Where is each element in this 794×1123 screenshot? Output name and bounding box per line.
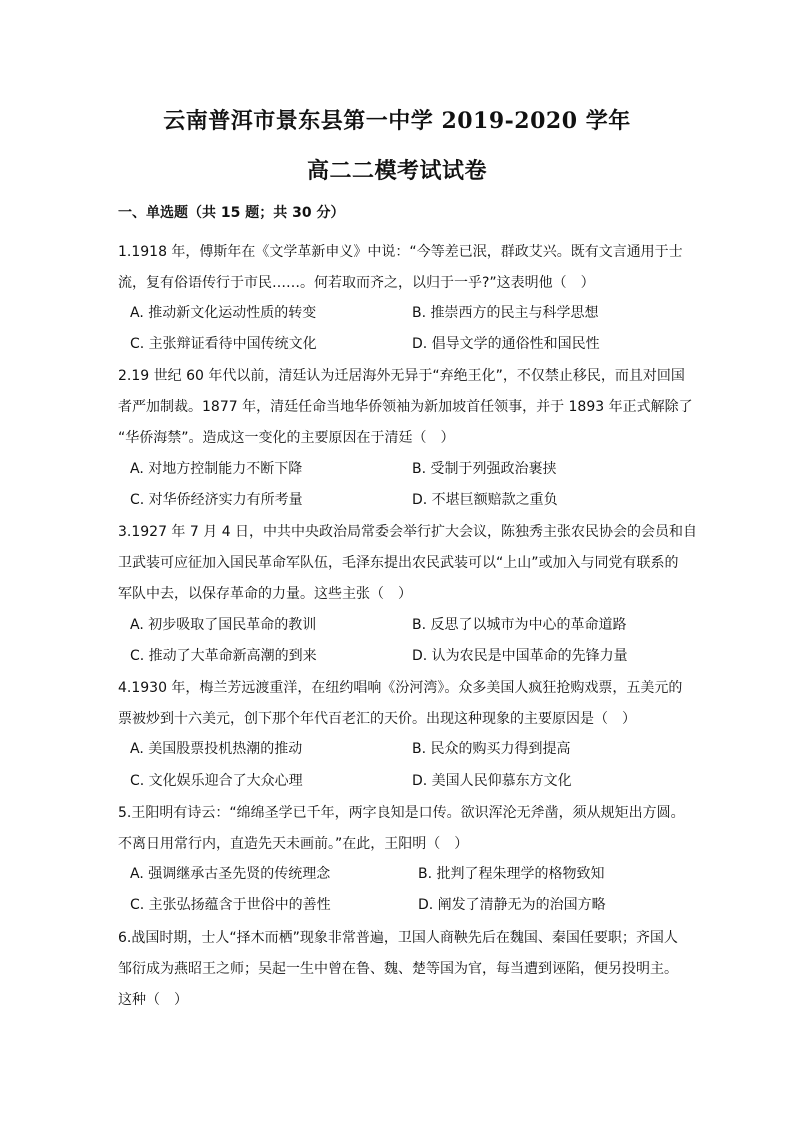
question-2-option-a: A. 对地方控制能力不断下降 — [130, 461, 303, 477]
question-1-line: 1.1918 年，傅斯年在《文学革新申义》中说：“今等差已泯，群政艾兴。既有文言通用于士 — [118, 244, 683, 260]
question-1-line: 流，复有俗语传行于市民……。何若取而齐之，以归于一乎?”这表明他（ ） — [118, 275, 595, 291]
section-header: 一、单选题（共 15 题；共 30 分） — [118, 205, 345, 221]
question-5-line: 不离日用常行内，直造先天未画前。”在此，王阳明（ ） — [118, 836, 469, 852]
exam-title: 云南普洱市景东县第一中学 2019-2020 学年 — [163, 108, 631, 134]
question-5-line: 5.王阳明有诗云：“绵绵圣学已千年，两字良知是口传。欲识浑沦无斧凿，须从规矩出方圆。 — [118, 805, 685, 821]
question-2-line: 2.19 世纪 60 年代以前，清廷认为迁居海外无异于“弃绝王化”，不仅禁止移民，而且对回国 — [118, 368, 685, 384]
question-6-line: 这种（ ） — [118, 992, 188, 1008]
question-4-line: 4.1930 年，梅兰芳远渡重洋，在纽约唱响《汾河湾》。众多美国人疯狂抢购戏票，五美元的 — [118, 680, 683, 696]
question-3 — [118, 517, 698, 610]
exam-subtitle: 高二二模考试试卷 — [306, 158, 487, 184]
question-6-line: 6.战国时期，士人“择木而栖”现象非常普遍，卫国人商鞅先后在魏国、秦国任要职；齐国人 — [118, 930, 678, 946]
question-5 — [118, 798, 685, 860]
question-2-option-c: C. 对华侨经济实力有所考量 — [130, 492, 303, 508]
question-3-line: 军队中去，以保存革命的力量。这些主张（ ） — [118, 586, 412, 602]
question-4-option-a: A. 美国股票投机热潮的推动 — [130, 741, 303, 757]
question-2-line: “华侨海禁”。造成这一变化的主要原因在于清廷（ ） — [118, 430, 455, 446]
question-3-option-c: C. 推动了大革命新高潮的到来 — [130, 648, 317, 664]
question-2-option-d: D. 不堪巨额赔款之重负 — [412, 492, 558, 508]
question-3-option-d: D. 认为农民是中国革命的先锋力量 — [412, 648, 628, 664]
question-4-option-d: D. 美国人民仰慕东方文化 — [412, 773, 572, 789]
question-1-option-d: D. 倡导文学的通俗性和国民性 — [412, 336, 600, 352]
question-4-line: 票被炒到十六美元，创下那个年代百老汇的天价。出现这种现象的主要原因是（ ） — [118, 711, 636, 727]
question-5-option-d: D. 阐发了清静无为的治国方略 — [418, 897, 606, 913]
question-1-option-a: A. 推动新文化运动性质的转变 — [130, 305, 317, 321]
question-5-option-a: A. 强调继承古圣先贤的传统理念 — [130, 866, 331, 882]
question-1-option-c: C. 主张辩证看待中国传统文化 — [130, 336, 317, 352]
question-4-option-c: C. 文化娱乐迎合了大众心理 — [130, 773, 303, 789]
question-5-option-c: C. 主张弘扬蕴含于世俗中的善性 — [130, 897, 331, 913]
question-1 — [118, 237, 683, 299]
question-1-option-b: B. 推崇西方的民主与科学思想 — [412, 305, 599, 321]
question-3-line: 卫武装可应征加入国民革命军队伍，毛泽东提出农民武装可以“上山”或加入与同党有联系的 — [118, 555, 679, 571]
question-3-line: 3.1927 年 7 月 4 日，中共中央政治局常委会举行扩大会议，陈独秀主张农民协会的会员和自 — [118, 524, 698, 540]
question-3-option-b: B. 反思了以城市为中心的革命道路 — [412, 617, 627, 633]
question-6-line: 邹衍成为燕昭王之师；吴起一生中曾在鲁、魏、楚等国为官，每当遭到诬陷，便另投明主。 — [118, 961, 678, 977]
question-5-option-b: B. 批判了程朱理学的格物致知 — [418, 866, 605, 882]
question-4-option-b: B. 民众的购买力得到提高 — [412, 741, 571, 757]
question-2 — [118, 361, 693, 454]
question-4 — [118, 673, 683, 735]
question-6 — [118, 923, 678, 1016]
question-2-line: 者严加制裁。1877 年，清廷任命当地华侨领袖为新加坡首任领事，并于 1893 年正式解除了 — [118, 399, 693, 415]
question-3-option-a: A. 初步吸取了国民革命的教训 — [130, 617, 317, 633]
question-2-option-b: B. 受制于列强政治裹挟 — [412, 461, 557, 477]
